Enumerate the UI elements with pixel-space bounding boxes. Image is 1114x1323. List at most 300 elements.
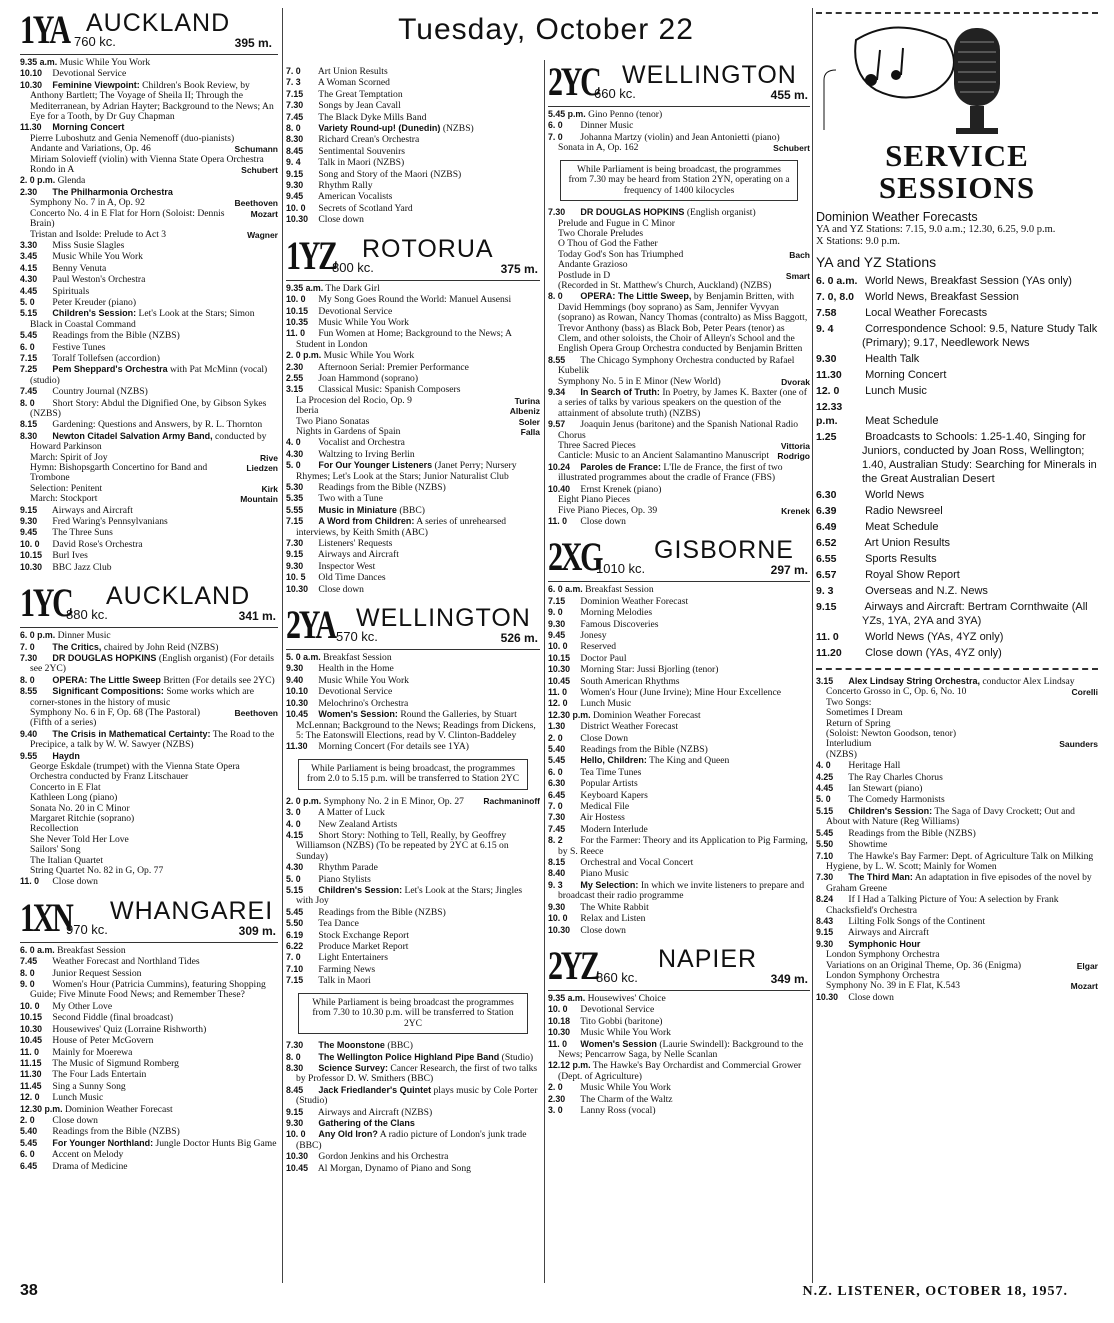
programme-detail: Three Sacred Pieces [558,440,636,452]
programme-entry [20,68,278,79]
programme-time: 8. 2 [548,835,563,846]
composer: Rachmaninoff [483,795,540,806]
programme-time: 9.30 [20,516,38,527]
programme-detail: Two Chorale Preludes [558,227,644,239]
programme-detail: Variations on an Original Theme, Op. 36 (Enigma) [826,959,1022,971]
programme-entry [286,663,540,674]
programme-entry [286,941,540,952]
programme-entry [816,552,1098,566]
title-line: SERVICE [885,138,1029,173]
composer: Turina [514,395,540,406]
programme-time: 5.45 [20,330,38,341]
programme-entry [548,355,810,377]
programme-text: My Song Goes Round the World: Manuel Ausensi [318,294,512,306]
programme-entry [286,1129,540,1151]
programme-heading: Feminine Viewpoint: [52,79,140,90]
programme-text: Round the Galleries, by Stuart McLennan; Background to the News; Readings from Dickens, 5: The Eatonswill Elections, read by V. Clinton-Baddeley [296,709,536,741]
programme-text: Piano Stylists [318,873,371,885]
programme-text: For the Farmer: Theory and its Application to Pig Farming, by S. Reece [558,835,808,857]
programme-text: The White Rabbit [580,901,649,913]
programme-text: Readings from the Bible (NZBS) [580,744,708,755]
programme-time: 9.15 [20,504,38,515]
programme-time: 7.15 [286,975,304,986]
programme-text: Close down [580,515,626,527]
programme-entry [20,562,278,573]
programme-entry [286,306,540,317]
station-call: 1YA [20,7,69,52]
programme-entry [816,750,1098,760]
programme-time: 6. 0 p.m. [20,630,56,641]
programme-text: Songs by Jean Cavall [318,100,401,112]
station-header-1ya [20,8,278,55]
programme-heading: Children's Session: [848,805,933,816]
programme-time: 2. 0 p.m. [286,795,322,806]
programme-detail: Concerto No. 4 in E Flat for Horn (Soloist: Dennis Brain) [30,207,225,230]
programme-time: 7. 0 [20,641,35,652]
programme-entry [20,431,278,453]
programme-entry [286,123,540,134]
station-call: 2YZ [548,942,598,988]
programme-text: Breakfast Session [323,652,392,664]
programme-heading: DR DOUGLAS HOPKINS [52,652,157,663]
composer: Dvorak [781,376,810,387]
programme-text: Health in the Home [318,663,394,675]
programme-time: 7.25 [20,364,38,375]
programme-time: 9.30 [816,353,837,365]
programme-text: Accent on Melody [51,1149,124,1161]
programme-text: A series of unrehearsed interviews, by Keith Smith (ABC) [296,516,507,538]
programme-text: The Black Dyke Mills Band [318,111,427,123]
programme-text: Ernst Krenek (piano) [580,483,662,495]
programme-heading: For Our Younger Listeners [318,460,433,471]
programme-time: 11.30 [20,122,42,133]
programme-time: 10.10 [286,686,309,697]
programme-time: 10.30 [548,664,571,675]
station-call: 2XG [548,534,602,580]
programme-text: Air Hostess [579,812,625,824]
programme-text: Old Time Dances [318,572,386,584]
programme-text: Breakfast Session [585,584,654,596]
programme-text: A Matter of Luck [317,807,385,819]
programme-heading: The Philharmonia Orchestra [52,186,173,197]
programme-text: The Chicago Symphony Orchestra conducted by Rafael Kubelik [558,354,795,377]
programme-time: 9.35 a.m. [548,992,586,1003]
programme-entry [20,876,278,887]
programme-text: Morning Concert [865,369,947,381]
station-header-2xg [548,535,810,582]
programme-time: 7.10 [286,963,304,974]
composer: Soler [518,416,540,427]
parliament-notice: While Parliament is being broadcast, the programmes from 7.30 may be heard from Station 2YN, operating on a frequency of 1400 kilocycles [560,160,798,202]
programme-text: Let's Look at the Stars; Simon Black in Coastal Command [30,308,255,330]
programme-text: Secrets of Scotland Yard [318,202,413,214]
programme-entry [548,1039,810,1061]
programme-heading: In Search of Truth: [580,387,660,398]
programme-time: 12.33 p.m. [816,401,843,427]
programme-text: House of Peter McGovern [52,1035,154,1047]
programme-entry [286,807,540,818]
programme-text: World News, Breakfast Session [865,291,1019,303]
programme-time: 3. 0 [548,1104,563,1115]
programme-time: 8.45 [286,1084,304,1095]
station-m: 341 m. [238,609,276,624]
programme-time: 7.15 [286,88,304,99]
programme-detail: Margaret Ritchie (soprano) [30,813,135,824]
programme-time: 8.43 [816,915,834,926]
station-kc: 860 kc. [596,969,638,985]
programme-time: 7. 0, 8.0 [816,291,854,303]
programme-time: 9.57 [548,419,566,430]
service-sessions-title [816,140,1098,204]
programme-text: Short Story: Abdul the Dignified One, by Gibson Sykes (NZBS) [30,397,267,419]
programme-entry [20,1092,278,1103]
composer: Mountain [240,494,278,505]
programme-text: (Janet Perry; Nursery Rhymes; Let's Look at the Stars; Junior Naturalist Club [296,460,517,482]
programme-entry [286,1063,540,1085]
programme-entry [286,930,540,941]
programme-text: Close down [318,583,364,595]
programme-time: 9.40 [20,728,38,739]
station-city: WELLINGTON [356,604,531,633]
programme-text: Keyboard Kapers [580,789,648,801]
parliament-notice: While Parliament is being broadcast the programmes from 7.30 to 10.30 p.m. will be transferred to Station 2YC [298,993,528,1035]
programme-entry [20,308,278,330]
station-kc: 970 kc. [66,921,108,937]
programme-time: 9.34 [548,387,566,398]
programme-text: Dominion Weather Forecast [64,1103,173,1115]
programme-heading: The Crisis in Mathematical Certainty: [52,728,211,739]
programme-entry [816,981,1098,991]
programme-detail: (NZBS) [826,748,857,760]
programme-entry [816,760,1098,771]
programme-entry [286,180,540,191]
programme-heading: Children's Session: [318,884,403,895]
programme-text: Sing a Sunny Song [52,1080,126,1092]
programme-time: 2.30 [20,186,38,197]
programme-entry [20,762,278,783]
station-header-2yc [548,60,810,107]
programme-entry [20,175,278,186]
programme-entry [286,1040,540,1051]
programme-text: Lunch Music [865,385,927,397]
programme-time: 2.55 [286,372,304,383]
programme-entry [286,1118,540,1129]
programme-entry [20,494,278,504]
programme-entry [816,783,1098,794]
programme-entry [20,686,278,708]
programme-entry [816,992,1098,1003]
programme-text: Music While You Work [52,251,143,263]
programme-entry [816,352,1098,366]
programme-text: Meat Schedule [865,415,939,427]
programme-text: with Pat McMinn (vocal) (studio) [30,364,268,386]
programme-entry [20,539,278,550]
programme-time: 5.50 [286,918,304,929]
programme-text: Lunch Music [580,698,632,710]
programme-entry [20,956,278,967]
programme-text: Some works which are corner-stones in the history of music [30,686,254,708]
programme-heading: Haydn [52,750,80,761]
programme-text: Popular Artists [580,778,638,790]
programme-entry [20,80,278,123]
programme-time: 7. 0 [286,66,301,76]
programme-heading: Gathering of the Clans [318,1117,415,1128]
programme-detail: Pierre Luboshutz and Genia Nemenoff (duo-pianists) [30,132,235,144]
programme-time: 3. 0 [286,807,301,818]
programme-entry [286,328,540,350]
programme-time: 12.30 p.m. [20,1103,63,1114]
station-header-2ya [286,603,540,650]
programme-time: 6.49 [816,521,837,533]
programme-time: 7.30 [286,538,304,549]
programme-text: Airways and Aircraft [317,549,399,561]
programme-text: Listeners' Requests [318,538,393,550]
programme-entry [816,274,1098,288]
composer: Albeniz [509,406,540,417]
programme-detail: Recollection [30,823,79,835]
programme-text: A radio picture of London's junk trade (BBC) [296,1129,527,1151]
programme-time: 4.45 [816,783,834,794]
programme-entry [20,419,278,430]
programme-time: 6.39 [816,505,837,517]
programme-entry [816,872,1098,894]
programme-heading: Hello, Children: [580,755,647,766]
weather-times-ya: YA and YZ Stations: 7.15, 9.0 a.m.; 12.30, 6.25, 9.0 p.m. [816,224,1056,235]
programme-list-2yc [548,109,810,154]
programme-detail: Five Piano Pieces, Op. 39 [558,504,658,516]
programme-entry [286,549,540,560]
programme-text: Lunch Music [52,1092,104,1104]
programme-entry [816,916,1098,927]
programme-time: 5.55 [286,504,304,515]
programme-time: 8.45 [286,145,304,156]
programme-text: Junior Request Session [52,967,142,979]
programme-entry [816,400,1098,428]
programme-detail: Return of Spring [826,717,891,729]
programme-entry [548,1027,810,1038]
programme-entry [20,263,278,274]
programme-time: 8.24 [816,894,834,905]
programme-time: 4.45 [20,285,38,296]
programme-time: 9.30 [548,618,566,629]
programme-time: 5.40 [20,1126,38,1137]
programme-text: Afternoon Serial: Premier Performance [317,361,469,373]
programme-entry [816,322,1098,350]
programme-text: Fred Waring's Pennsylvanians [52,516,168,528]
programme-entry [286,460,540,482]
programme-time: 9.35 a.m. [286,282,324,293]
programme-entry [548,641,810,652]
programme-time: 5.45 [548,755,566,766]
programme-text: Joan Hammond (soprano) [318,372,419,384]
programme-text: Music While You Work [323,350,415,362]
programme-entry [286,709,540,741]
programme-entry [816,646,1098,660]
programme-time: 11.30 [286,741,308,752]
programme-entry [548,281,810,291]
programme-time: 7.45 [548,823,566,834]
programme-detail: Kathleen Long (piano) [30,792,118,804]
programme-time: 9.30 [816,938,834,949]
programme-entry [548,419,810,441]
composer: Saunders [1059,739,1098,750]
programme-text: (English organist) (For details see 2YC) [30,652,275,675]
programme-time: 2.30 [548,1093,566,1104]
programme-heading: Variety Round-up! (Dunedin) [318,123,441,134]
programme-entry [286,1085,540,1107]
programme-time: 3.45 [20,251,38,262]
programme-text: Drama of Medicine [52,1160,128,1172]
programme-text: Paul Weston's Orchestra [52,274,146,286]
programme-entry [548,868,810,879]
programme-time: 10.24 [548,461,571,472]
programme-text: An adaptation in five episodes of the novel by Graham Greene [826,872,1092,894]
programme-entry [286,505,540,516]
programme-time: 10.30 [286,214,309,225]
programme-detail: Nights in Gardens of Spain [296,425,401,437]
programme-entry [286,516,540,538]
programme-time: 4. 0 [286,818,301,829]
programme-detail: (Recorded in St. Matthew's Church, Auckland) (NZBS) [558,279,772,291]
programme-text: Spirituals [52,285,90,297]
station-call: 1XN [20,894,72,940]
programme-time: 4.25 [816,771,834,782]
programme-entry [286,146,540,157]
programme-time: 8. 0 [286,1051,301,1062]
composer: Wagner [247,229,278,240]
programme-detail: Hymn: Bishopsgarth Concertino for Band and Trombone [30,462,208,484]
station-city: GISBORNE [654,536,794,565]
programme-time: 9. 3 [816,585,834,597]
programme-time: 8.30 [286,1062,304,1073]
programme-text: World News (YAs, 4YZ only) [865,631,1004,643]
programme-text: Al Morgan, Dynamo of Piano and Song [317,1162,471,1174]
programme-heading: Women's Session [580,1038,657,1049]
programme-entry [20,240,278,251]
programme-time: 3.15 [286,384,304,395]
programme-entry [286,1151,540,1162]
programme-entry [286,191,540,202]
programme-list-2ya [286,652,540,753]
programme-entry [20,1104,278,1115]
programme-entry [20,230,278,240]
composer: Bach [789,249,810,260]
programme-text: plays music by Cole Porter (Studio) [296,1084,538,1107]
programme-time: 10.15 [20,550,43,561]
programme-heading: Newton Citadel Salvation Army Band, [52,430,213,441]
programme-text: The Dark Girl [325,282,380,294]
programme-entry [548,902,810,913]
programme-time: 6.22 [286,941,304,951]
programme-heading: Jack Friedlander's Quintet [318,1084,432,1095]
programme-text: Sentimental Souvenirs [318,145,406,157]
programme-text: In which we invite listeners to prepare and broadcast their radio programme [558,879,805,902]
programme-entry [20,527,278,538]
programme-time: 5.30 [286,482,304,492]
programme-detail: Two Piano Sonatas [296,415,370,427]
programme-time: 7.15 [286,516,304,527]
station-city: AUCKLAND [106,582,251,611]
programme-entry [548,630,810,641]
programme-text: Gino Penno (tenor) [588,109,663,120]
programme-time: 10. 0 [20,538,40,549]
programme-text: Royal Show Report [865,569,960,581]
programme-heading: Pem Sheppard's Orchestra [52,364,168,375]
programme-time: 10.18 [548,1015,571,1026]
programme-list-2ya-afternoon [286,796,540,987]
programme-text: Piano Music [580,868,629,880]
programme-text: Music While You Work [580,1082,671,1094]
programme-heading: Alex Lindsay String Orchestra, [848,676,980,686]
programme-heading: Science Survey: [318,1062,388,1073]
programme-detail: (Soloist: Newton Goodson, tenor) [826,728,957,740]
programme-entry [548,801,810,812]
programme-time: 10.45 [548,675,571,686]
composer: Liedzen [246,463,278,474]
programme-time: 9.30 [286,663,304,674]
programme-text: The Hawke's Bay Farmer: Dept. of Agriculture Talk on Milking Hygiene, by L. W. Scott; Mainly for Women [826,850,1094,872]
programme-time: 9.45 [286,191,304,202]
programme-entry [286,169,540,180]
composer: Mozart [1070,981,1098,992]
programme-list-2xg [548,584,810,936]
programme-detail: (Fifth of a series) [30,717,97,729]
programme-time: 2. 0 p.m. [286,350,322,361]
programme-time: 5.15 [20,308,38,319]
programme-text: The Comedy Harmonists [848,794,945,806]
programme-text: Local Weather Forecasts [865,307,988,319]
programme-entry [20,57,278,68]
programme-list-1xn [20,945,278,1172]
programme-detail: Andante and Variations, Op. 46 [30,143,151,155]
station-header-1xn [20,896,278,943]
programme-time: 4. 0 [816,760,831,771]
station-m: 455 m. [770,88,808,102]
programme-time: 8. 0 [286,123,301,134]
programme-entry [20,675,278,686]
programme-detail: March: Stockport [30,493,98,505]
programme-detail: Interludium [826,738,872,750]
programme-time: 9.30 [286,180,304,191]
programme-time: 10. 0 [548,641,568,652]
programme-time: 6.55 [816,553,837,565]
column-rule [282,8,283,1283]
programme-text: chaired by John Reid (NZBS) [103,641,219,653]
programme-time: 7. 0 [286,952,301,963]
programme-heading: The Critics, [52,641,102,652]
programme-time: 8. 0 [20,397,35,408]
station-kc: 660 kc. [594,86,636,101]
programme-time: 7. 0 [548,131,563,142]
programme-text: Weather Forecast and Northland Tides [52,956,200,968]
programme-text: conducted by Howard Parkinson [30,430,267,453]
programme-entry [286,698,540,709]
programme-time: 11. 0 [816,631,839,643]
programme-time: 6.52 [816,537,837,549]
programme-time: 10. 0 [286,202,306,213]
programme-entry [20,866,278,876]
programme-time: 5. 0 [286,873,301,884]
programme-detail: La Procesion del Rocio, Op. 9 [296,394,412,406]
programme-detail: Symphony No. 39 in E Flat, K.543 [826,980,961,992]
programme-detail: Selection: Penitent [30,482,103,494]
programme-text: Music While You Work [59,57,151,68]
programme-time: 12. 0 [548,698,568,709]
programme-entry [548,1060,810,1082]
programme-time: 9.15 [816,927,834,938]
programme-detail: String Quartet No. 82 in G, Op. 77 [30,865,164,877]
programme-text: Famous Discoveries [580,618,659,630]
